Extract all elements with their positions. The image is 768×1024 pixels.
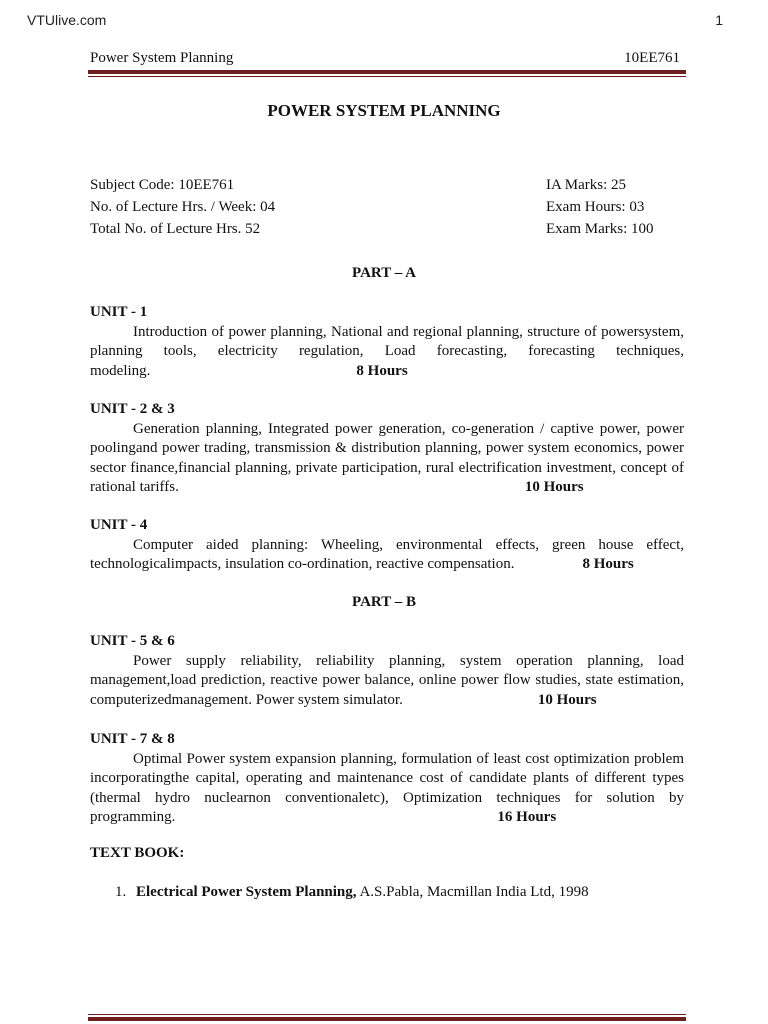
unit-description: Optimal Power system expansion planning, formulation of least cost optimization problem incorporatingthe capital, operating and maintenance cost of candidate plants of different types (thermal hydro nuclearnon conventionaletc), Optimization techniques for solution by programming. (90, 750, 684, 825)
text-book-entry (115, 884, 589, 901)
exam-hours: Exam Hours: 03 (546, 199, 645, 215)
unit-7-8 (90, 730, 684, 828)
unit-body (90, 420, 684, 498)
exam-details (546, 174, 653, 240)
text-book-heading: TEXT BOOK: (90, 845, 185, 861)
book-publisher: A.S.Pabla, Macmillan India Ltd, 1998 (356, 884, 589, 900)
unit-hours: 10 Hours (537, 691, 597, 708)
site-watermark: VTUlive.com (27, 12, 107, 28)
running-header-code: 10EE761 (624, 50, 680, 66)
lecture-hours-week: No. of Lecture Hrs. / Week: 04 (90, 199, 276, 215)
header-rule (88, 70, 686, 77)
unit-title: UNIT - 1 (90, 304, 148, 320)
unit-title: UNIT - 5 & 6 (90, 633, 175, 649)
unit-2-3 (90, 400, 684, 498)
unit-body (90, 750, 684, 828)
part-b-heading: PART – B (352, 594, 416, 610)
total-lecture-hours: Total No. of Lecture Hrs. 52 (90, 221, 261, 237)
unit-description: Computer aided planning: Wheeling, environmental effects, green house effect, technologicalimpacts, insulation co-ordination, reactive compensation. (90, 536, 684, 572)
entry-number: 1. (115, 884, 127, 900)
subject-details (90, 174, 275, 240)
unit-body (90, 323, 684, 382)
unit-description: Power supply reliability, reliability planning, system operation planning, load management,load prediction, reactive power balance, online power flow studies, state estimation, computerizedmanagement. Power system simulator. (90, 652, 684, 708)
unit-4 (90, 516, 684, 575)
book-title: Electrical Power System Planning, (136, 884, 357, 900)
unit-1 (90, 303, 684, 381)
unit-title: UNIT - 7 & 8 (90, 731, 175, 747)
unit-body (90, 652, 684, 711)
footer-rule (88, 1014, 686, 1021)
unit-hours: 16 Hours (497, 809, 557, 825)
unit-hours: 8 Hours (582, 556, 634, 572)
page-number: 1 (715, 12, 723, 28)
part-a-heading: PART – A (352, 265, 416, 281)
unit-description: Generation planning, Integrated power generation, co-generation / captive power, power poolingand power trading, transmission & distribution planning, power system economics, power sector finance,financial planning, private participation, rural electrification investment, concept of rational tariffs. (90, 420, 684, 495)
unit-title: UNIT - 2 & 3 (90, 401, 175, 417)
unit-hours: 10 Hours (524, 479, 584, 495)
document-title: POWER SYSTEM PLANNING (267, 101, 501, 120)
running-header-title: Power System Planning (90, 50, 234, 66)
unit-description: Introduction of power planning, National and regional planning, structure of powersystem, planning tools, electricity regulation, Load forecasting, forecasting techniques, modeling. (90, 323, 684, 379)
subject-code: Subject Code: 10EE761 (90, 177, 235, 193)
unit-body (90, 536, 684, 575)
unit-hours: 8 Hours (356, 362, 408, 379)
unit-title: UNIT - 4 (90, 517, 148, 533)
unit-5-6 (90, 632, 684, 710)
ia-marks: IA Marks: 25 (546, 177, 626, 193)
exam-marks: Exam Marks: 100 (546, 221, 654, 237)
